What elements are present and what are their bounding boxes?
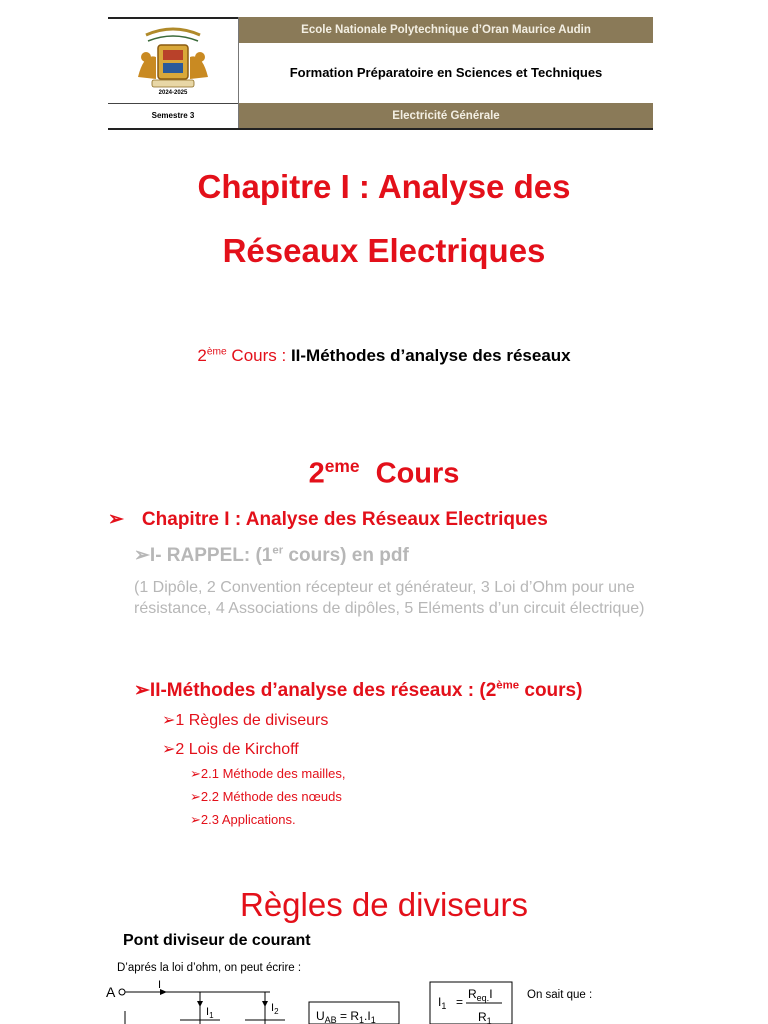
- eq1-r-sub: 1: [359, 1015, 365, 1024]
- current-divider-circuit: [100, 975, 520, 1024]
- outline-chapter-text: Chapitre I : Analyse des Réseaux Electriques: [141, 509, 548, 530]
- chapter-title-line1: Chapitre I : Analyse des: [197, 168, 571, 205]
- header-bottom-rule: [108, 128, 653, 130]
- node-a-label: A: [106, 984, 116, 1000]
- arrow-bullet-icon: ➢: [190, 766, 201, 781]
- eq2-lhs: I: [438, 995, 442, 1009]
- arrow-bullet-icon: ➢: [162, 741, 176, 758]
- rappel-text-b: cours) en pdf: [283, 545, 409, 566]
- course-prefix: Cours :: [226, 346, 291, 365]
- outline-subitem: [190, 766, 345, 782]
- eq2-num-tail: I: [489, 987, 493, 1001]
- eq2-lhs-sub: 1: [441, 1001, 447, 1011]
- outline-rappel: [134, 544, 409, 567]
- outline-item: [162, 710, 328, 730]
- outline-subitem-text: 2.1 Méthode des mailles,: [200, 766, 346, 781]
- section-intro: D’aprés la loi d’ohm, on peut écrire :: [117, 962, 302, 974]
- rappel-text-a: I- RAPPEL: (1: [149, 545, 273, 566]
- rappel-description: (1 Dipôle, 2 Convention récepteur et générateur, 3 Loi d’Ohm pour une résistance, 4 Associations de dipôles, 5 Eléments d’un circuit électrique): [134, 579, 645, 617]
- eq1-u: U: [316, 1009, 325, 1023]
- eq1-rest: = R: [336, 1009, 360, 1023]
- course-number-sup: ème: [206, 346, 227, 358]
- node-a-terminal: [119, 989, 125, 995]
- arrow-bullet-icon: ➢: [190, 812, 201, 827]
- outline-item-text: 1 Règles de diviseurs: [175, 712, 329, 729]
- academic-year: 2024-2025: [158, 90, 188, 96]
- subject-name: Electricité Générale: [239, 103, 653, 129]
- on-sait-text: On sait que :: [527, 989, 593, 1001]
- outline-subitem: [190, 789, 342, 805]
- outline-subitem: [190, 812, 296, 828]
- i2-sub: 2: [274, 1007, 279, 1016]
- eq2-den-sub: 1: [486, 1016, 492, 1024]
- eq2-equals: =: [456, 995, 464, 1009]
- eq2-num-sub: eq.: [476, 993, 490, 1003]
- methodes-text-a: II-Méthodes d’analyse des réseaux : (2: [149, 680, 497, 701]
- section-title: Règles de diviseurs: [240, 886, 528, 923]
- arrow-bullet-icon: ➢: [162, 712, 176, 729]
- eq2-den: R: [478, 1010, 487, 1024]
- i2-label: I: [271, 1002, 275, 1014]
- section-subtitle: Pont diviseur de courant: [123, 932, 311, 949]
- outline-item: [162, 739, 299, 759]
- arrow-bullet-icon: ➢: [108, 509, 124, 530]
- outline-chapter: [108, 508, 548, 531]
- outline-subitem-text: 2.2 Méthode des nœuds: [200, 789, 342, 804]
- svg-text:I1: [206, 1006, 214, 1020]
- current-label: I: [158, 979, 162, 991]
- outline-subitem-text: 2.3 Applications.: [200, 812, 296, 827]
- chapter-title-line2: Réseaux Electriques: [222, 232, 546, 269]
- i2-arrow-icon: [262, 1001, 268, 1007]
- cours-number-sup: eme: [324, 456, 360, 476]
- rappel-sup: er: [272, 544, 284, 557]
- arrow-bullet-icon: ➢: [190, 789, 201, 804]
- school-name: Ecole Nationale Polytechnique d’Oran Maurice Audin: [239, 17, 653, 43]
- document-header: [108, 17, 653, 129]
- course-topic: II-Méthodes d’analyse des réseaux: [290, 346, 571, 365]
- arrow-bullet-icon: ➢: [134, 680, 150, 701]
- eq2-num: R: [468, 987, 477, 1001]
- formation-name: Formation Préparatoire en Sciences et Techniques: [289, 65, 603, 80]
- methodes-text-b: cours): [519, 680, 583, 701]
- cours-word: Cours: [359, 457, 460, 490]
- eq1-tail: .I: [364, 1009, 371, 1023]
- outline-methodes: [134, 679, 582, 702]
- course-number: 2: [197, 346, 207, 365]
- arrow-bullet-icon: ➢: [134, 545, 150, 566]
- methodes-sup: ème: [496, 679, 520, 692]
- i1-sub: 1: [209, 1011, 214, 1020]
- cours-heading: [0, 456, 768, 491]
- semester-label: Semestre 3: [151, 111, 195, 120]
- logo-cell: [108, 17, 239, 103]
- semester-cell: [108, 103, 239, 129]
- cours-number: 2: [308, 457, 325, 490]
- course-line: [0, 346, 768, 366]
- eq1-tail-sub: 1: [370, 1015, 376, 1024]
- eq1-u-sub: AB: [324, 1015, 337, 1024]
- outline-item-text: 2 Lois de Kirchoff: [175, 741, 299, 758]
- i1-label: I: [206, 1006, 210, 1018]
- svg-text:I2: [271, 1002, 279, 1016]
- i1-arrow-icon: [197, 1001, 203, 1007]
